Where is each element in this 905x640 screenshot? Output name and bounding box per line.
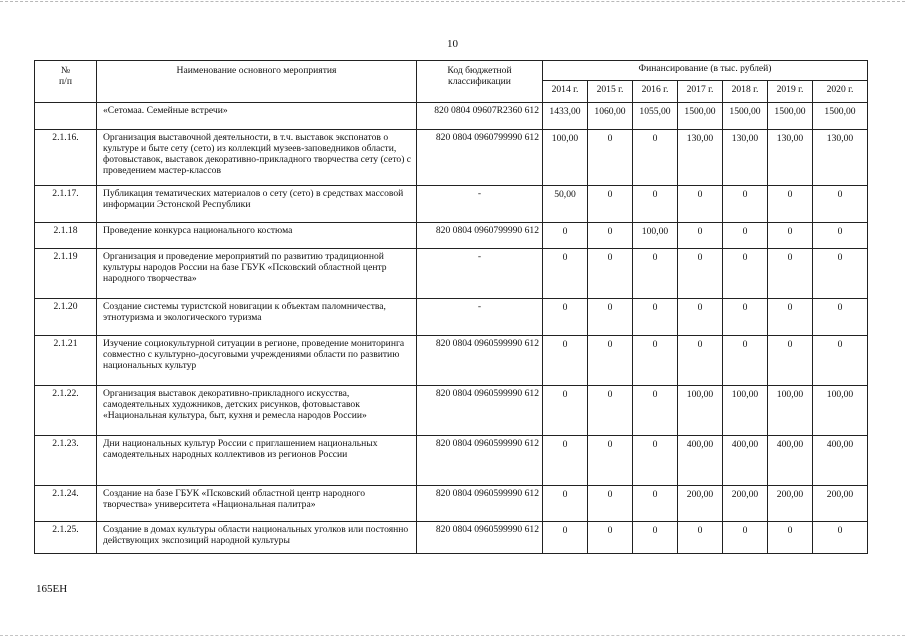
- row-code: 820 0804 0960599990 612: [417, 486, 543, 522]
- row-value: 0: [813, 186, 868, 223]
- footer-code: 165ЕН: [36, 583, 68, 595]
- row-number: 2.1.24.: [35, 486, 97, 522]
- row-number: 2.1.22.: [35, 386, 97, 436]
- row-number: 2.1.25.: [35, 522, 97, 554]
- budget-table: [34, 60, 868, 554]
- row-code: 820 0804 0960799990 612: [417, 130, 543, 186]
- row-value: 100,00: [678, 386, 723, 436]
- row-value: 0: [633, 386, 678, 436]
- row-value: 0: [678, 186, 723, 223]
- header-year: 2018 г.: [723, 81, 768, 103]
- row-value: 0: [588, 299, 633, 336]
- row-value: 0: [768, 186, 813, 223]
- row-value: 130,00: [678, 130, 723, 186]
- row-number: 2.1.21: [35, 336, 97, 386]
- row-value: 0: [633, 130, 678, 186]
- row-value: 0: [678, 522, 723, 554]
- row-value: 0: [633, 522, 678, 554]
- row-value: 0: [588, 522, 633, 554]
- page-number: 10: [447, 38, 458, 50]
- row-value: 0: [768, 336, 813, 386]
- row-name: Создание в домах культуры области национальных уголков или постоянно действующих экспозиций народной культуры: [97, 522, 417, 554]
- row-value: 0: [588, 486, 633, 522]
- row-name: Создание на базе ГБУК «Псковский областной центр народного творчества» университета «Национальная палитра»: [97, 486, 417, 522]
- table-row: [35, 103, 868, 130]
- row-value: 100,00: [813, 386, 868, 436]
- row-code: 820 0804 0960599990 612: [417, 522, 543, 554]
- row-value: 1055,00: [633, 103, 678, 130]
- row-number: 2.1.20: [35, 299, 97, 336]
- row-value: 200,00: [723, 486, 768, 522]
- row-value: 1433,00: [543, 103, 588, 130]
- row-number: 2.1.19: [35, 249, 97, 299]
- row-value: 0: [633, 436, 678, 486]
- header-name: Наименование основного мероприятия: [97, 61, 417, 103]
- row-number: 2.1.23.: [35, 436, 97, 486]
- row-value: 0: [543, 299, 588, 336]
- row-name: Публикация тематических материалов о сету (сето) в средствах массовой информации Эстонской Республики: [97, 186, 417, 223]
- row-code: 820 0804 0960599990 612: [417, 386, 543, 436]
- row-number: 2.1.17.: [35, 186, 97, 223]
- row-value: 0: [543, 436, 588, 486]
- row-value: 100,00: [723, 386, 768, 436]
- row-value: 0: [723, 522, 768, 554]
- row-name: Изучение социокультурной ситуации в регионе, проведение мониторинга совместно с культурно-досуговыми учреждениями области по развитию национальных культур: [97, 336, 417, 386]
- row-code: -: [417, 249, 543, 299]
- row-value: 0: [633, 186, 678, 223]
- row-value: 100,00: [543, 130, 588, 186]
- row-value: 0: [543, 386, 588, 436]
- header-year: 2014 г.: [543, 81, 588, 103]
- row-code: 820 0804 0960799990 612: [417, 223, 543, 249]
- row-value: 0: [588, 336, 633, 386]
- row-value: 0: [813, 223, 868, 249]
- row-value: 100,00: [768, 386, 813, 436]
- row-name: Создание системы туристской новигации к объектам паломничества, этнотуризма и экологического туризма: [97, 299, 417, 336]
- row-value: 0: [723, 186, 768, 223]
- row-value: 200,00: [768, 486, 813, 522]
- row-value: 0: [723, 336, 768, 386]
- header-year: 2015 г.: [588, 81, 633, 103]
- header-num: № п/п: [35, 61, 97, 103]
- row-value: 0: [543, 336, 588, 386]
- row-value: 0: [768, 249, 813, 299]
- row-name: Проведение конкурса национального костюма: [97, 223, 417, 249]
- row-value: 1500,00: [678, 103, 723, 130]
- table-row: [35, 522, 868, 554]
- row-value: 0: [768, 522, 813, 554]
- row-value: 0: [723, 249, 768, 299]
- row-value: 400,00: [678, 436, 723, 486]
- row-value: 1500,00: [723, 103, 768, 130]
- row-value: 400,00: [768, 436, 813, 486]
- row-value: 0: [588, 386, 633, 436]
- row-number: 2.1.16.: [35, 130, 97, 186]
- row-value: 0: [678, 336, 723, 386]
- row-value: 100,00: [633, 223, 678, 249]
- row-value: 0: [813, 299, 868, 336]
- table-row: [35, 336, 868, 386]
- header-code: Код бюджетной классификации: [417, 61, 543, 103]
- scan-edge-bottom: [0, 635, 905, 636]
- row-value: 200,00: [678, 486, 723, 522]
- row-value: 0: [768, 223, 813, 249]
- row-value: 0: [723, 299, 768, 336]
- row-value: 200,00: [813, 486, 868, 522]
- row-code: 820 0804 09607R2360 612: [417, 103, 543, 130]
- row-value: 0: [588, 186, 633, 223]
- table-row: [35, 436, 868, 486]
- row-number: 2.1.18: [35, 223, 97, 249]
- row-value: 0: [678, 299, 723, 336]
- row-value: 1060,00: [588, 103, 633, 130]
- row-value: 0: [678, 249, 723, 299]
- row-value: 130,00: [723, 130, 768, 186]
- row-value: 50,00: [543, 186, 588, 223]
- table-row: [35, 486, 868, 522]
- row-code: -: [417, 299, 543, 336]
- header-financing: Финансирование (в тыс. рублей): [543, 61, 868, 81]
- table-row: [35, 249, 868, 299]
- row-value: 0: [633, 249, 678, 299]
- row-value: 1500,00: [768, 103, 813, 130]
- row-code: 820 0804 0960599990 612: [417, 336, 543, 386]
- table-row: [35, 299, 868, 336]
- table-row: [35, 186, 868, 223]
- row-value: 0: [678, 223, 723, 249]
- row-value: 400,00: [813, 436, 868, 486]
- row-value: 0: [588, 223, 633, 249]
- table-row: [35, 386, 868, 436]
- header-year: 2019 г.: [768, 81, 813, 103]
- row-value: 0: [633, 486, 678, 522]
- row-value: 130,00: [813, 130, 868, 186]
- row-value: 0: [813, 249, 868, 299]
- row-value: 0: [588, 249, 633, 299]
- header-year: 2020 г.: [813, 81, 868, 103]
- row-value: 1500,00: [813, 103, 868, 130]
- table-row: [35, 223, 868, 249]
- row-name: «Сетомаа. Семейные встречи»: [97, 103, 417, 130]
- row-value: 400,00: [723, 436, 768, 486]
- row-value: 0: [588, 436, 633, 486]
- row-name: Организация и проведение мероприятий по развитию традиционной культуры народов России на базе ГБУК «Псковский областной центр народного творчества»: [97, 249, 417, 299]
- row-value: 0: [633, 336, 678, 386]
- row-value: 0: [543, 223, 588, 249]
- header-year: 2016 г.: [633, 81, 678, 103]
- row-value: 0: [813, 522, 868, 554]
- row-value: 0: [633, 299, 678, 336]
- row-name: Организация выставок декоративно-прикладного искусства, самодеятельных художников, детских рисунков, фотовыставок «Национальная культура, быт, кухня и ремесла народов России»: [97, 386, 417, 436]
- row-value: 0: [543, 249, 588, 299]
- row-value: 0: [543, 486, 588, 522]
- row-value: 0: [543, 522, 588, 554]
- row-value: 0: [723, 223, 768, 249]
- row-value: 130,00: [768, 130, 813, 186]
- row-value: 0: [813, 336, 868, 386]
- row-value: 0: [588, 130, 633, 186]
- row-value: 0: [768, 299, 813, 336]
- row-name: Организация выставочной деятельности, в т.ч. выставок экспонатов о культуре и быте сету (сето) из коллекций музеев-заповедников области, фотовыставок, выставок декоративно-прикладного творчества сету (сето) с проведением мастер-классов: [97, 130, 417, 186]
- row-name: Дни национальных культур России с приглашением национальных самодеятельных народных коллективов из регионов России: [97, 436, 417, 486]
- table-row: [35, 130, 868, 186]
- scan-edge-top: [0, 1, 905, 2]
- row-number: [35, 103, 97, 130]
- header-year: 2017 г.: [678, 81, 723, 103]
- row-code: -: [417, 186, 543, 223]
- row-code: 820 0804 0960599990 612: [417, 436, 543, 486]
